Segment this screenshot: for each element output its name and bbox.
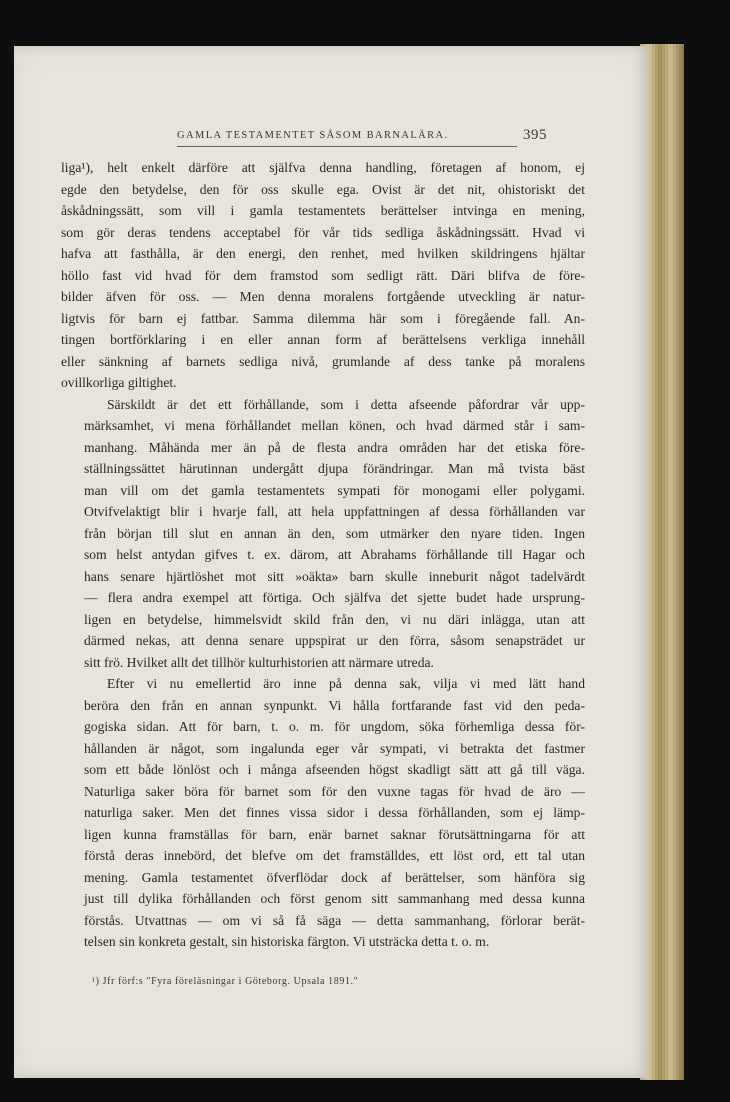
text-line: hållanden är något, som ingalunda eger vår sympati, vi betrakta det fastmer [84,740,585,756]
text-line: manhang. Måhända mer än på de flesta andra områden har det etiska före- [84,439,585,455]
text-line: man vill om det gamla testamentets sympati för monogami eller polygami. [84,482,585,498]
paragraph [61,673,585,953]
text-line: mening. Gamla testamentet öfverflödar dock af berättelser, som hänföra sig [84,869,585,885]
paragraph [61,157,585,394]
text-line: förstå deras innebörd, det blefve om det framställdes, ett löst ord, ett tal utan [84,848,585,863]
page-body [61,157,585,953]
text-line: just till dylika förhållanden och först genom sitt sammanhang med dessa kunna [84,891,585,906]
text-line: märksamhet, vi mena förhållandet mellan könen, och hvad därmed står i sam- [84,418,585,433]
footnote: ¹) Jfr förf:s "Fyra föreläsningar i Göteborg. Upsala 1891." [92,976,359,987]
text-line: tingen bortförklaring i en eller annan form af berättelsens verkliga innehåll [61,332,585,347]
text-line: ligen en betydelse, himmelsvidt skild från den, vi nu däri inlägga, utan att [84,611,585,627]
text-line: — flera andra exempel att förtiga. Och själfva det sjette budet hade ursprung- [84,590,585,605]
text-line: ligtvis för barn ej fattbar. Samma dilemma här som i föregående fall. An- [61,310,585,326]
text-line: liga¹), helt enkelt därföre att själfva denna handling, företagen af honom, ej [61,160,585,175]
text-line: åskådningssätt, som vill i gamla testamentets berättelser intvinga en mening, [61,203,585,218]
text-line: telsen sin konkreta gestalt, sin historiska färgton. Vi utsträcka detta t. o. m. [84,934,490,949]
text-line: sitt frö. Hvilket allt det tillhör kulturhistorien att närmare utreda. [84,654,434,670]
text-line: förstås. Utvattnas — om vi så få säga — detta sammanhang, förlorar berät- [84,912,585,928]
text-line: hans senare hjärtlöshet mot sitt »oäkta» barn skulle inneburit något tadelvärdt [84,568,585,584]
text-line: som gör deras tendens acceptabel för vår tids sedliga åskådningssätt. Hvad vi [61,224,585,240]
text-line: från början till slut en annan än den, som utmärker den nyare tiden. Ingen [84,525,585,541]
text-line: naturliga saker. Men det finnes vissa sidor i dessa förhållanden, som ej lämp- [84,805,585,820]
text-line: därmed nekas, att denna senare uppspirat ur den förra, såsom senapsträdet ur [84,633,585,648]
running-title: GAMLA TESTAMENTET SÅSOM BARNALÄRA. [177,130,449,141]
text-line: Naturliga saker böra för barnet som för den vuxne tagas för hvad de äro — [84,783,585,799]
text-line: ovillkorliga giltighet. [61,375,177,390]
text-line: eller sänkning af barnets sedliga nivå, grumlande af dess tanke på moralens [61,353,585,369]
text-line: bilder äfven för oss. — Men denna moralens fortgående utveckling är natur- [61,289,585,304]
paragraph [61,394,585,674]
text-line: höllo fast vid hvad för dem framstod som sedligt rätt. Däri blifva de före- [61,267,585,283]
page-number: 395 [523,127,547,143]
text-line: Otvifvelaktigt blir i hvarje fall, att hela uppfattningen af dessa förhållanden var [84,504,585,519]
text-line: som helst antydan gifves t. ex. därom, att Abrahams förhållande till Hagar och [84,547,585,562]
text-line: ligen kunna framställas för barn, enär barnet saknar förutsättningarna för att [84,826,585,842]
text-line: beröra den från en annan synpunkt. Vi hålla fortfarande fast vid den peda- [84,697,585,713]
header-rule [177,146,517,147]
text-line: Särskildt är det ett förhållande, som i detta afseende påfordrar vår upp- [107,396,585,412]
text-line: hafva att fasthålla, är den energi, den renhet, med hvilken skildringens hjältar [61,246,585,261]
text-line: ställningssättet härutinnan undergått djupa förändringar. Man må tvista bäst [84,461,585,476]
text-line: Efter vi nu emellertid äro inne på denna sak, vilja vi med lätt hand [107,676,585,691]
text-line: gogiska sidan. Att för barn, t. o. m. för ungdom, söka förhemliga dessa för- [84,719,585,734]
text-line: som ett både lönlöst och i många afseenden högst skadligt sätt att gå till väga. [84,762,585,777]
text-line: egde den betydelse, den för oss skulle ega. Ovist är det nit, ohistoriskt det [61,181,585,197]
book-page [14,46,648,1078]
